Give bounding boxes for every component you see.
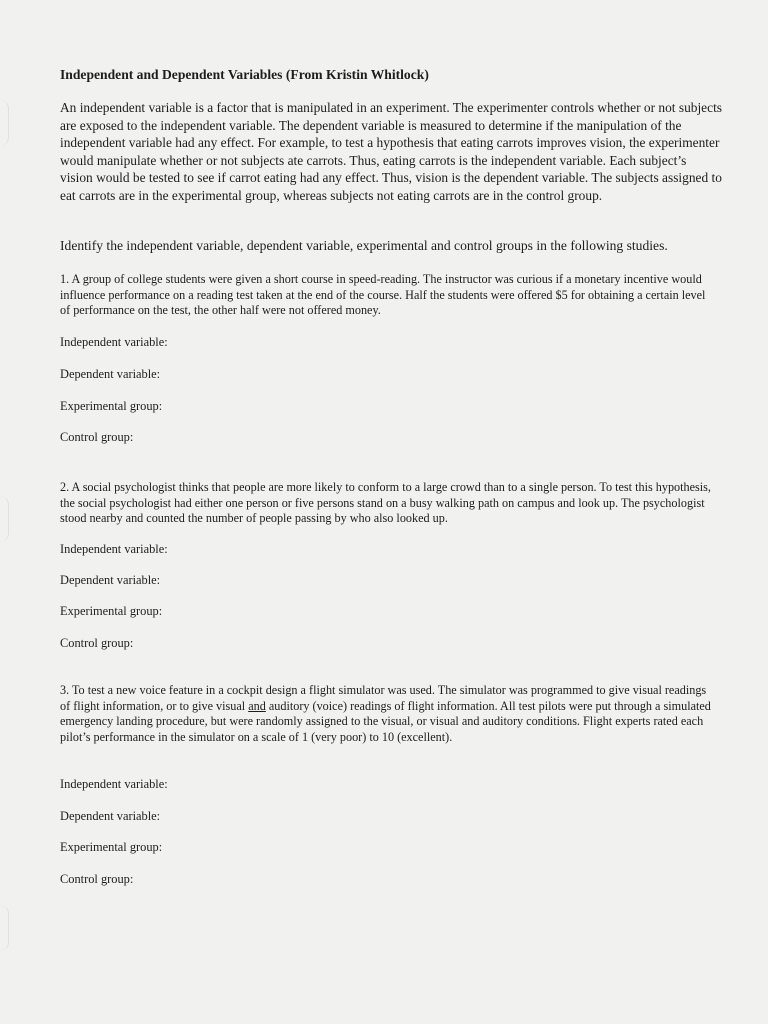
q1-independent-variable-label: Independent variable:: [60, 335, 168, 349]
instruction-text: Identify the independent variable, dependent variable, experimental and control groups in the following studies.: [60, 238, 668, 253]
q2-experimental-group-label: Experimental group:: [60, 604, 163, 618]
q2-dependent-variable-label: Dependent variable:: [60, 573, 161, 587]
q1-experimental-group-label: Experimental group:: [60, 399, 163, 413]
q3-dependent-variable-label: Dependent variable:: [60, 809, 161, 823]
q2-control-group-label: Control group:: [60, 636, 134, 650]
intro-paragraph: An independent variable is a factor that is manipulated in an experiment. The experimenter controls whether or not subjects are exposed to the independent variable. The dependent variable is measured to determine if the manipulation of the independent variable had any effect. For example, to test a hypothesis that eating carrots improves vision, the experimenter would manipulate whether or not subjects ate carrots. Thus, eating carrots is the independent variable. Each subject’s vision would be tested to see if carrot eating had any effect. Thus, vision is the dependent variable. The subjects assigned to eat carrots are in the experimental group, whereas subjects not eating carrots are in the control group.: [60, 100, 722, 203]
scan-edge-mark: [0, 905, 9, 951]
question-3-underlined-word: and: [248, 698, 266, 713]
document-title: Independent and Dependent Variables (From Kristin Whitlock): [60, 67, 429, 82]
question-3-text-end: auditory (voice) readings of flight information. All test pilots were put through a simulated emergency landing procedure, but were randomly assigned to the visual, or visual and auditory conditions. Flight experts rated each pilot’s performance in the simulator on a scale of 1 (very poor) to 10 (excellent).: [60, 698, 711, 744]
q1-dependent-variable-label: Dependent variable:: [60, 367, 161, 381]
question-3-text-start: 3. To test a new voice feature in a cockpit design a flight simulator was used. The simulator was programmed to give visual readings of flight information, or to give visual: [60, 683, 707, 713]
q3-experimental-group-label: Experimental group:: [60, 840, 163, 854]
scan-edge-mark: [0, 496, 9, 542]
q1-control-group-label: Control group:: [60, 430, 134, 444]
q3-control-group-label: Control group:: [60, 872, 134, 886]
question-1-text: 1. A group of college students were given a short course in speed-reading. The instructor was curious if a monetary incentive would influence performance on a reading test taken at the end of the course. Half the students were offered $5 for obtaining a certain level of performance on the test, the other half were not offered money.: [60, 272, 706, 318]
q3-independent-variable-label: Independent variable:: [60, 777, 168, 791]
question-3-text: [60, 683, 712, 745]
q2-independent-variable-label: Independent variable:: [60, 542, 168, 556]
scan-edge-mark: [0, 100, 9, 146]
question-2-text: 2. A social psychologist thinks that people are more likely to conform to a large crowd than to a single person. To test this hypothesis, the social psychologist had either one person or five persons stand on a busy walking path on campus and look up. The psychologist stood nearby and counted the number of people passing by who also looked up.: [60, 480, 711, 526]
